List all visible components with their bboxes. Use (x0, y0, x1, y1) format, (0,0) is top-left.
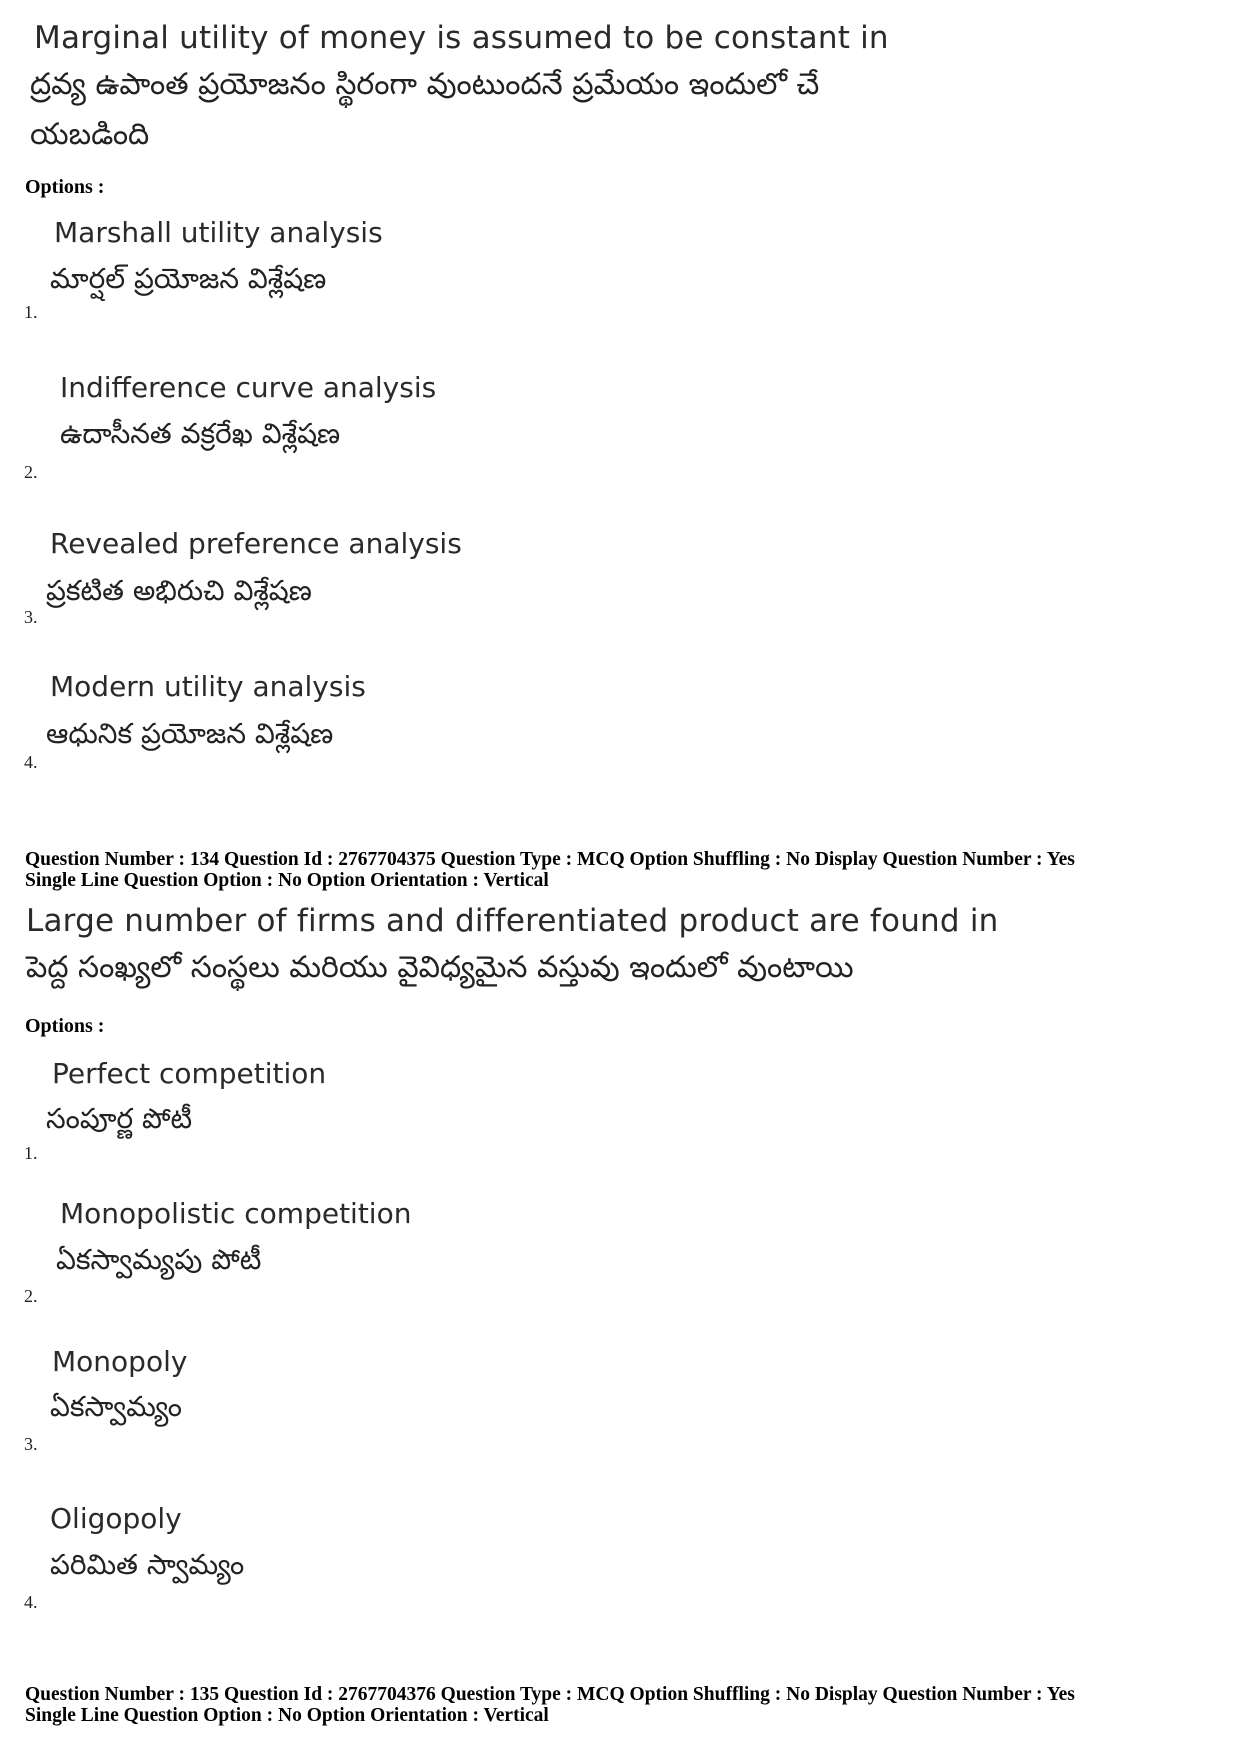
q133-question-telugu-line2: యబడింది (30, 117, 150, 152)
q134-option-3-english: Monopoly (52, 1345, 188, 1378)
q133-option-3-number: 3. (24, 607, 38, 627)
q133-option-2-telugu: ఉదాసీనత వక్రరేఖ విశ్లేషణ (60, 417, 341, 450)
q133-option-3-telugu: ప్రకటిత అభిరుచి విశ్లేషణ (46, 574, 312, 607)
q135-meta-line2: Single Line Question Option : No Option Orientation : Vertical (25, 1705, 549, 1726)
q133-option-4-telugu: ఆధునిక ప్రయోజన విశ్లేషణ (46, 717, 334, 750)
q134-option-3-number: 3. (24, 1434, 38, 1454)
q134-question-telugu: పెద్ద సంఖ్యలో సంస్థలు మరియు వైవిధ్యమైన వస్తువు ఇందులో వుంటాయి (26, 950, 854, 985)
q135-meta-line1: Question Number : 135 Question Id : 2767704376 Question Type : MCQ Option Shuffling : No Display Question Number : Yes (25, 1684, 1075, 1705)
q133-option-3-english: Revealed preference analysis (50, 527, 462, 560)
q133-option-2-english: Indifference curve analysis (60, 371, 437, 404)
q133-option-1-number: 1. (24, 302, 38, 322)
q134-meta-line1: Question Number : 134 Question Id : 2767704375 Question Type : MCQ Option Shuffling : No Display Question Number : Yes (25, 849, 1075, 870)
q134-option-2-telugu: ఏకస్వామ్యపు పోటీ (56, 1243, 262, 1276)
q134-question-english: Large number of firms and differentiated product are found in (26, 903, 999, 939)
q134-meta-line2: Single Line Question Option : No Option Orientation : Vertical (25, 870, 549, 891)
q133-question-telugu-line1: ద్రవ్య ఉపాంత ప్రయోజనం స్థిరంగా వుంటుందనే ప్రమేయం ఇందులో చే (30, 67, 820, 102)
q133-option-1-english: Marshall utility analysis (54, 216, 383, 249)
q134-option-2-english: Monopolistic competition (60, 1197, 412, 1230)
q133-option-4-number: 4. (24, 752, 38, 772)
q133-option-4-english: Modern utility analysis (50, 670, 366, 703)
q134-option-4-number: 4. (24, 1592, 38, 1612)
q134-options-label: Options : (25, 1015, 105, 1037)
q133-question-english: Marginal utility of money is assumed to be constant in (34, 20, 889, 56)
q134-option-1-telugu: సంపూర్ణ పోటీ (46, 1102, 193, 1135)
q133-options-label: Options : (25, 176, 105, 198)
q134-option-3-telugu: ఏకస్వామ్యం (50, 1390, 182, 1423)
q133-option-2-number: 2. (24, 462, 38, 482)
q134-option-4-english: Oligopoly (50, 1502, 182, 1535)
q134-option-2-number: 2. (24, 1286, 38, 1306)
q134-option-1-number: 1. (24, 1143, 38, 1163)
q133-option-1-telugu: మార్షల్ ప్రయోజన విశ్లేషణ (50, 262, 327, 295)
q134-option-1-english: Perfect competition (52, 1057, 327, 1090)
q134-option-4-telugu: పరిమిత స్వామ్యం (50, 1548, 245, 1581)
